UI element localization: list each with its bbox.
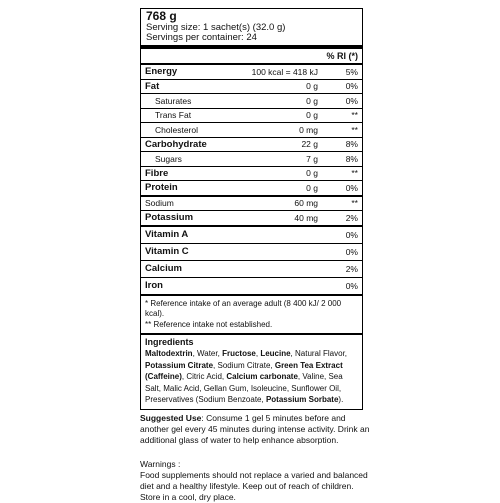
nutrient-name: Saturates xyxy=(155,95,192,106)
ingredient-text-part: , Sodium Citrate, xyxy=(213,360,275,370)
suggested-use-block xyxy=(140,413,370,446)
footnote-not-established: ** Reference intake not established. xyxy=(145,319,273,329)
nutrient-row xyxy=(141,80,362,95)
nutrient-ri-percent: 8% xyxy=(345,139,358,150)
ingredient-text-part: , Valine, Sea Salt, Malic Acid, Gellan Gum, Isoleucine, Sunflower Oil, Preservatives (Sodium Benzoate, xyxy=(145,372,343,404)
ingredient-text-part: ). xyxy=(338,395,344,404)
suggested-use-label: Suggested Use xyxy=(140,413,202,423)
ingredient-highlight: Maltodextrin xyxy=(145,349,193,358)
ingredients-text xyxy=(145,348,358,406)
nutrient-amount: 100 kcal = 418 kJ xyxy=(251,66,318,77)
warnings-block xyxy=(140,459,370,503)
nutrient-amount: 0 mg xyxy=(299,124,318,135)
nutrient-ri-percent: 8% xyxy=(345,153,358,164)
nutrient-amount: 60 mg xyxy=(294,198,318,209)
nutrient-ri-percent: 2% xyxy=(345,212,358,223)
nutrient-amount: 0 g xyxy=(306,168,318,179)
nutrient-name: Carbohydrate xyxy=(145,138,207,150)
ingredient-highlight: Leucine xyxy=(260,349,291,358)
ingredient-highlight: Potassium Citrate xyxy=(145,360,214,370)
nutrient-row xyxy=(141,278,362,296)
nutrient-ri-percent: 0% xyxy=(345,95,358,106)
nutrient-ri-percent: 5% xyxy=(345,66,358,77)
nutrient-amount: 22 g xyxy=(301,139,318,150)
nutrient-ri-percent: ** xyxy=(351,168,358,179)
footnotes xyxy=(141,296,362,336)
serving-size: Serving size: 1 sachet(s) (32.0 g) xyxy=(146,22,286,33)
nutrient-row xyxy=(141,227,362,244)
nutrient-row xyxy=(141,152,362,167)
nutrient-name: Fat xyxy=(145,80,160,92)
nutrient-amount: 0 g xyxy=(306,110,318,121)
nutrient-amount: 0 g xyxy=(306,182,318,193)
nutrient-name: Trans Fat xyxy=(155,110,192,121)
nutrient-name: Protein xyxy=(145,182,178,194)
servings-per-container: Servings per container: 24 xyxy=(146,32,257,43)
nutrient-name: Calcium xyxy=(145,263,182,274)
nutrient-name: Vitamin A xyxy=(145,229,189,240)
nutrient-name: Potassium xyxy=(145,212,194,224)
nutrient-row xyxy=(141,123,362,138)
label-header xyxy=(141,9,362,49)
nutrient-ri-percent: ** xyxy=(351,198,358,209)
nutrient-ri-percent: ** xyxy=(351,110,358,121)
ingredients-section xyxy=(141,335,362,409)
footnote-reference-intake: * Reference intake of an average adult (8 400 kJ/ 2 000 kcal). xyxy=(145,298,342,318)
nutrient-row xyxy=(141,197,362,212)
nutrient-amount: 40 mg xyxy=(294,212,318,223)
nutrient-name: Iron xyxy=(145,280,163,291)
nutrition-facts-label xyxy=(140,8,363,410)
nutrient-name: Energy xyxy=(145,66,178,78)
ingredient-highlight: Calcium carbonate xyxy=(226,372,298,381)
warnings-text: Food supplements should not replace a varied and balanced diet and a healthy lifestyle. Keep out of reach of children. Store in a cool, dry place. xyxy=(140,470,368,502)
nutrient-amount: 0 g xyxy=(306,95,318,106)
nutrient-ri-percent: 0% xyxy=(345,81,358,92)
ingredient-text-part: , xyxy=(255,349,261,358)
ingredient-text-part: , Natural Flavor, xyxy=(290,349,348,358)
nutrient-row xyxy=(141,167,362,182)
ingredient-highlight: Green Tea Extract (Caffeine) xyxy=(145,360,343,381)
nutrient-row xyxy=(141,261,362,278)
nutrient-name: Cholesterol xyxy=(155,124,198,135)
ingredient-text-part: , Water, xyxy=(192,349,223,358)
nutrient-ri-percent: ** xyxy=(351,124,358,135)
nutrient-name: Vitamin C xyxy=(145,246,189,257)
nutrient-name: Sugars xyxy=(155,153,182,164)
nutrient-row xyxy=(141,138,362,153)
nutrient-ri-percent: 0% xyxy=(345,280,358,291)
ingredient-highlight: Potassium Sorbate xyxy=(265,395,339,404)
nutrient-ri-percent: 2% xyxy=(345,263,358,274)
nutrient-row xyxy=(141,181,362,197)
nutrient-name: Fibre xyxy=(145,167,169,179)
package-weight: 768 g xyxy=(146,9,177,23)
nutrient-row xyxy=(141,244,362,261)
warnings-label: Warnings : xyxy=(140,459,181,469)
nutrient-row xyxy=(141,211,362,227)
ri-column-header: % RI (*) xyxy=(141,49,362,65)
suggested-use-text: : Consume 1 gel 5 minutes before and another gel every 45 minutes during intense activity. Drink an additional glass of water to help enhance absorption. xyxy=(140,413,370,445)
nutrient-rows xyxy=(141,65,362,296)
nutrient-row xyxy=(141,65,362,80)
nutrient-amount: 0 g xyxy=(306,81,318,92)
nutrient-ri-percent: 0% xyxy=(345,182,358,193)
nutrient-ri-percent: 0% xyxy=(345,229,358,240)
ingredient-text-part: , Citric Acid, xyxy=(181,372,227,381)
ingredient-highlight: Fructose xyxy=(222,349,256,358)
nutrient-amount: 7 g xyxy=(306,153,318,164)
nutrient-row xyxy=(141,109,362,124)
nutrient-row xyxy=(141,94,362,109)
ingredients-title: Ingredients xyxy=(145,337,194,347)
nutrient-ri-percent: 0% xyxy=(345,246,358,257)
nutrient-name: Sodium xyxy=(145,198,174,209)
